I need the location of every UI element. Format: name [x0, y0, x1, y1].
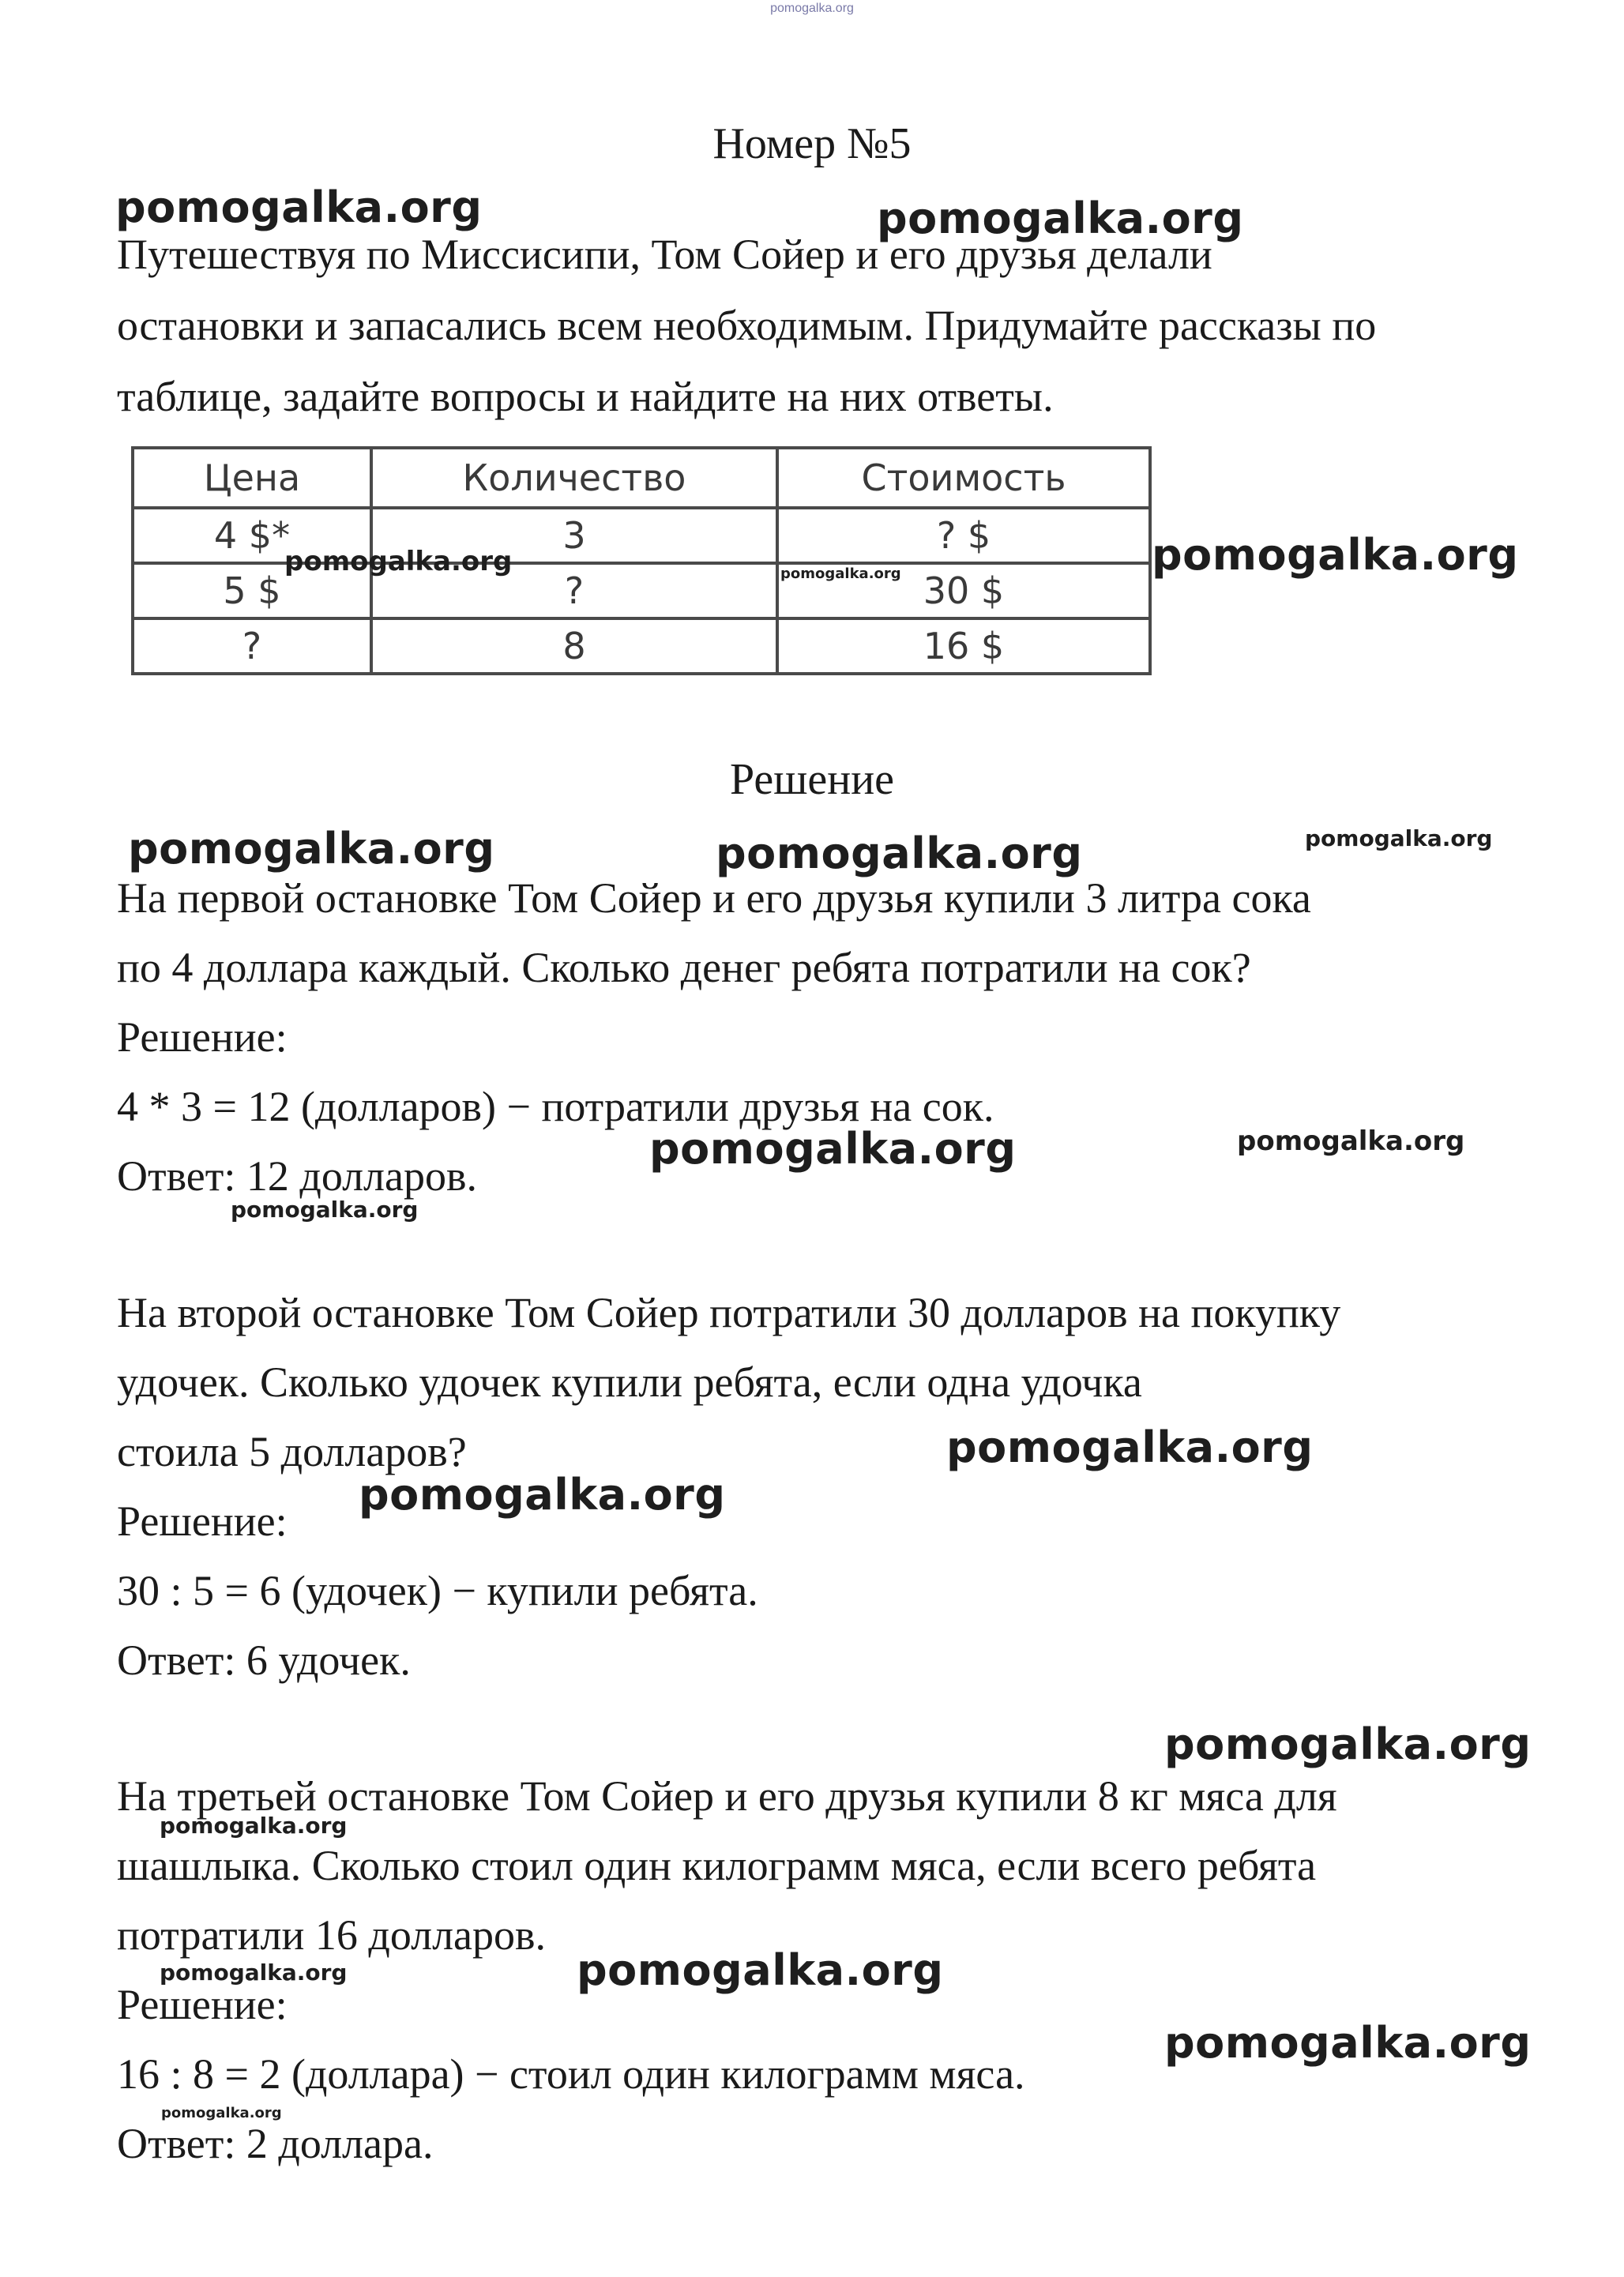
- story1-equation: 4 * 3 = 12 (долларов) − потратили друзья на сок.: [117, 1083, 994, 1130]
- watermark: pomogalka.org: [115, 182, 483, 232]
- story3-solution-label: Решение:: [117, 1981, 288, 2028]
- table-cell: 30 $: [777, 563, 1150, 618]
- table-cell: ?: [133, 618, 371, 674]
- top-watermark-url: pomogalka.org: [770, 2, 854, 15]
- watermark: pomogalka.org: [716, 829, 1083, 878]
- table-cell: 3: [371, 508, 777, 563]
- story2-solution-label: Решение:: [117, 1497, 288, 1545]
- story1-line-2: по 4 доллара каждый. Сколько денег ребята потратили на сок?: [117, 944, 1251, 991]
- story2-equation: 30 : 5 = 6 (удочек) − купили ребята.: [117, 1567, 758, 1614]
- story1-answer: Ответ: 12 долларов.: [117, 1152, 477, 1200]
- table-header-row: [133, 448, 1150, 508]
- watermark: pomogalka.org: [1164, 2018, 1532, 2068]
- table-cell: 5 $: [133, 563, 371, 618]
- watermark: pomogalka.org: [780, 565, 901, 582]
- table-cell: 8: [371, 618, 777, 674]
- table-header-price: Цена: [133, 448, 371, 508]
- table-header-cost: Стоимость: [777, 448, 1150, 508]
- table-cell: 4 $*: [133, 508, 371, 563]
- table-cell: ?: [371, 563, 777, 618]
- watermark: pomogalka.org: [231, 1197, 419, 1223]
- solution-heading: Решение: [729, 755, 895, 804]
- watermark: pomogalka.org: [1164, 1719, 1532, 1769]
- watermark: pomogalka.org: [161, 2105, 282, 2121]
- watermark: pomogalka.org: [1152, 530, 1519, 580]
- watermark: pomogalka.org: [160, 1813, 348, 1839]
- story3-line-2: шашлыка. Сколько стоил один килограмм мяса, если всего ребята: [117, 1842, 1317, 1889]
- story3-line-1: На третьей остановке Том Сойер и его друзья купили 8 кг мяса для: [117, 1772, 1337, 1820]
- watermark: pomogalka.org: [1237, 1125, 1465, 1157]
- watermark: pomogalka.org: [284, 546, 513, 577]
- story1-line-1: На первой остановке Том Сойер и его друзья купили 3 литра сока: [117, 874, 1311, 922]
- watermark: pomogalka.org: [359, 1470, 726, 1520]
- table-cell: 16 $: [777, 618, 1150, 674]
- watermark: pomogalka.org: [877, 194, 1244, 243]
- page-title: Номер №5: [712, 119, 912, 168]
- watermark: pomogalka.org: [160, 1959, 348, 1986]
- task-line-1: Путешествуя по Миссисипи, Том Сойер и его друзья делали: [117, 231, 1212, 278]
- story3-line-3: потратили 16 долларов.: [117, 1911, 546, 1959]
- task-line-3: таблице, задайте вопросы и найдите на них ответы.: [117, 373, 1054, 420]
- watermark: pomogalka.org: [128, 824, 495, 874]
- watermark: pomogalka.org: [1305, 825, 1493, 851]
- story3-equation: 16 : 8 = 2 (доллара) − стоил один килограмм мяса.: [117, 2050, 1025, 2098]
- story2-answer: Ответ: 6 удочек.: [117, 1636, 411, 1684]
- story1-solution-label: Решение:: [117, 1013, 288, 1061]
- table-cell: ? $: [777, 508, 1150, 563]
- watermark: pomogalka.org: [649, 1124, 1017, 1174]
- watermark: pomogalka.org: [577, 1945, 944, 1995]
- story2-line-3: стоила 5 долларов?: [117, 1428, 467, 1475]
- story2-line-1: На второй остановке Том Сойер потратили 30 долларов на покупку: [117, 1289, 1341, 1336]
- story2-line-2: удочек. Сколько удочек купили ребята, если одна удочка: [117, 1358, 1142, 1406]
- story3-answer: Ответ: 2 доллара.: [117, 2120, 434, 2167]
- watermark: pomogalka.org: [946, 1422, 1314, 1472]
- table-header-quantity: Количество: [371, 448, 777, 508]
- table-row: [133, 618, 1150, 674]
- task-line-2: остановки и запасались всем необходимым. Придумайте рассказы по: [117, 302, 1377, 349]
